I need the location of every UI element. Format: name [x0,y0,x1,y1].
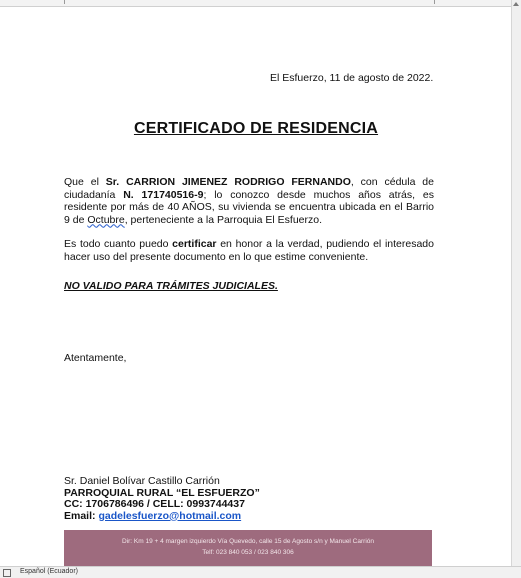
proofing-icon[interactable] [3,569,11,577]
date-line: El Esfuerzo, 11 de agosto de 2022. [270,72,434,84]
spellcheck-word[interactable]: Octubre [87,213,125,226]
notice-line: NO VALIDO PARA TRÁMITES JUDICIALES. [64,280,278,292]
p1-text-a: Que el [64,176,106,188]
language-indicator[interactable]: Español (Ecuador) [20,568,78,575]
p1-text-b: , con cédula de ciudadanía [64,176,434,201]
signer-name: Sr. Daniel Bolívar Castillo Carrión [64,475,220,487]
email-label: Email: [64,509,99,522]
footer-phone: Telf: 023 840 053 / 023 840 306 [202,549,294,556]
letterhead-footer [64,530,432,566]
footer-address: Dir: Km 19 + 4 margen izquierdo Vía Quevedo, calle 15 de Agosto s/n y Manuel Carrión [121,538,374,545]
organization-name: PARROQUIAL RURAL “EL ESFUERZO” [64,486,260,499]
horizontal-ruler[interactable] [0,0,512,7]
scroll-up-icon[interactable] [513,2,519,6]
p2-text-a: Es todo cuanto puedo [64,238,173,250]
email-line [64,511,260,523]
closing-line: Atentamente, [64,352,127,364]
p2-bold-word: certificar [172,238,217,250]
document-title: CERTIFICADO DE RESIDENCIA [133,120,379,137]
p1-text-c: ; lo conozco desde muchos años atrás, es residente por más de 40 AÑOS, su vivienda se encuentra ubicada en el Barrio 9 de [64,188,434,226]
vertical-scrollbar[interactable] [511,0,521,566]
signature-block [64,476,260,522]
person-name: Sr. CARRION JIMENEZ RODRIGO FERNANDO [105,176,351,188]
status-bar [0,566,521,578]
paragraph-1 [64,176,434,226]
paragraph-2 [64,238,434,263]
email-link[interactable]: gadelesfuerzo@hotmail.com [98,509,242,522]
p1-text-d: , perteneciente a la Parroquia El Esfuerzo. [124,213,322,226]
id-number: N. 171740516-9 [123,188,204,201]
contact-line: CC: 1706786496 / CELL: 0993744437 [64,498,245,510]
p2-text-b: en honor a la verdad, pudiendo el interesado hacer uso del presente documento en lo que estime conveniente. [64,238,434,263]
